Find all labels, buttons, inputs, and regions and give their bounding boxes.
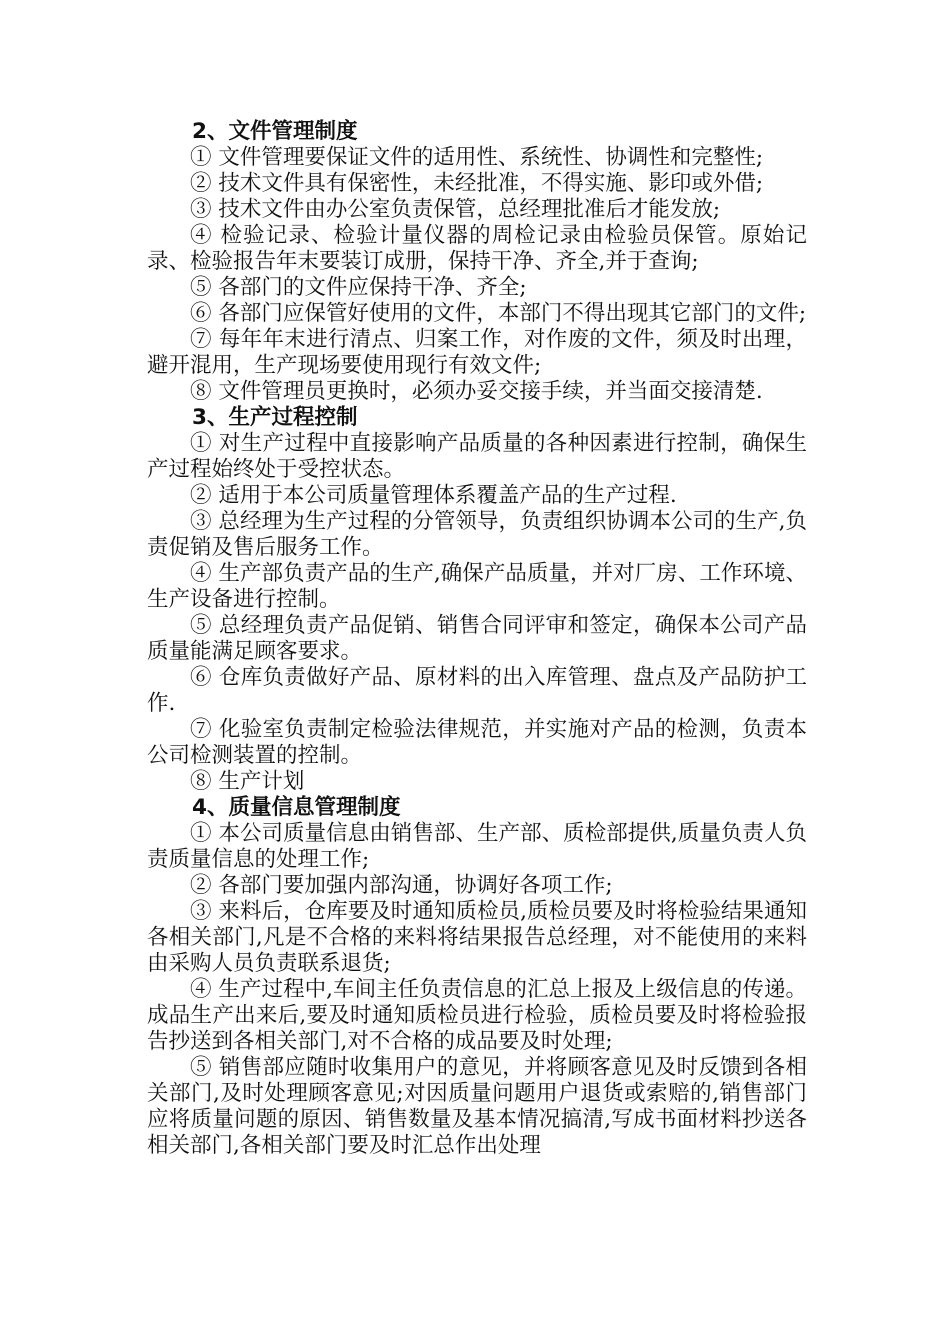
- list-item: ⑥ 仓库负责做好产品、原材料的出入库管理、盘点及产品防护工作.: [147, 665, 807, 716]
- list-item: ③ 总经理为生产过程的分管领导，负责组织协调本公司的生产,负责促销及售后服务工作。: [147, 509, 807, 560]
- list-item: ④ 检验记录、检验计量仪器的周检记录由检验员保管。原始记录、检验报告年末要装订成册，保持干净、齐全,并于查询;: [147, 223, 807, 274]
- list-item: ① 本公司质量信息由销售部、生产部、质检部提供,质量负责人负责质量信息的处理工作;: [147, 821, 807, 872]
- list-item: ⑤ 总经理负责产品促销、销售合同评审和签定，确保本公司产品质量能满足顾客要求。: [147, 613, 807, 664]
- list-item: ① 对生产过程中直接影响产品质量的各种因素进行控制，确保生产过程始终处于受控状态。: [147, 431, 807, 482]
- list-item: ③ 技术文件由办公室负责保管，总经理批准后才能发放;: [190, 197, 721, 222]
- list-item: ① 文件管理要保证文件的适用性、系统性、协调性和完整性;: [190, 145, 764, 170]
- list-item: ⑧ 生产计划: [190, 769, 305, 794]
- section-heading-production-control: 3、生产过程控制: [192, 405, 358, 430]
- document-page: [147, 119, 807, 1159]
- list-item: ⑦ 每年年末进行清点、归案工作，对作废的文件，须及时出理，避开混用，生产现场要使用现行有效文件;: [147, 327, 807, 378]
- list-item: ② 各部门要加强内部沟通，协调好各项工作;: [190, 873, 613, 898]
- list-item: ⑤ 销售部应随时收集用户的意见，并将顾客意见及时反馈到各相关部门,及时处理顾客意见;对因质量问题用户退货或索赔的,销售部门应将质量问题的原因、销售数量及基本情况搞清,写成书面材料抄送各相关部门,各相关部门要及时汇总作出处理: [147, 1055, 807, 1158]
- list-item: ⑧ 文件管理员更换时，必须办妥交接手续，并当面交接清楚.: [190, 379, 763, 404]
- section-heading-file-management: 2、文件管理制度: [192, 119, 358, 144]
- list-item: ② 适用于本公司质量管理体系覆盖产品的生产过程.: [190, 483, 677, 508]
- section-heading-quality-info: 4、质量信息管理制度: [192, 795, 401, 820]
- list-item: ④ 生产过程中,车间主任负责信息的汇总上报及上级信息的传递。成品生产出来后,要及时通知质检员进行检验，质检员要及时将检验报告抄送到各相关部门,对不合格的成品要及时处理;: [147, 977, 807, 1054]
- list-item: ⑥ 各部门应保管好使用的文件，本部门不得出现其它部门的文件;: [190, 301, 807, 326]
- list-item: ⑦ 化验室负责制定检验法律规范，并实施对产品的检测，负责本公司检测装置的控制。: [147, 717, 807, 768]
- list-item: ⑤ 各部门的文件应保持干净、齐全;: [190, 275, 527, 300]
- list-item: ③ 来料后，仓库要及时通知质检员,质检员要及时将检验结果通知各相关部门,凡是不合格的来料将结果报告总经理，对不能使用的来料由采购人员负责联系退货;: [147, 899, 807, 976]
- list-item: ④ 生产部负责产品的生产,确保产品质量，并对厂房、工作环境、生产设备进行控制。: [147, 561, 807, 612]
- list-item: ② 技术文件具有保密性，未经批准，不得实施、影印或外借;: [190, 171, 764, 196]
